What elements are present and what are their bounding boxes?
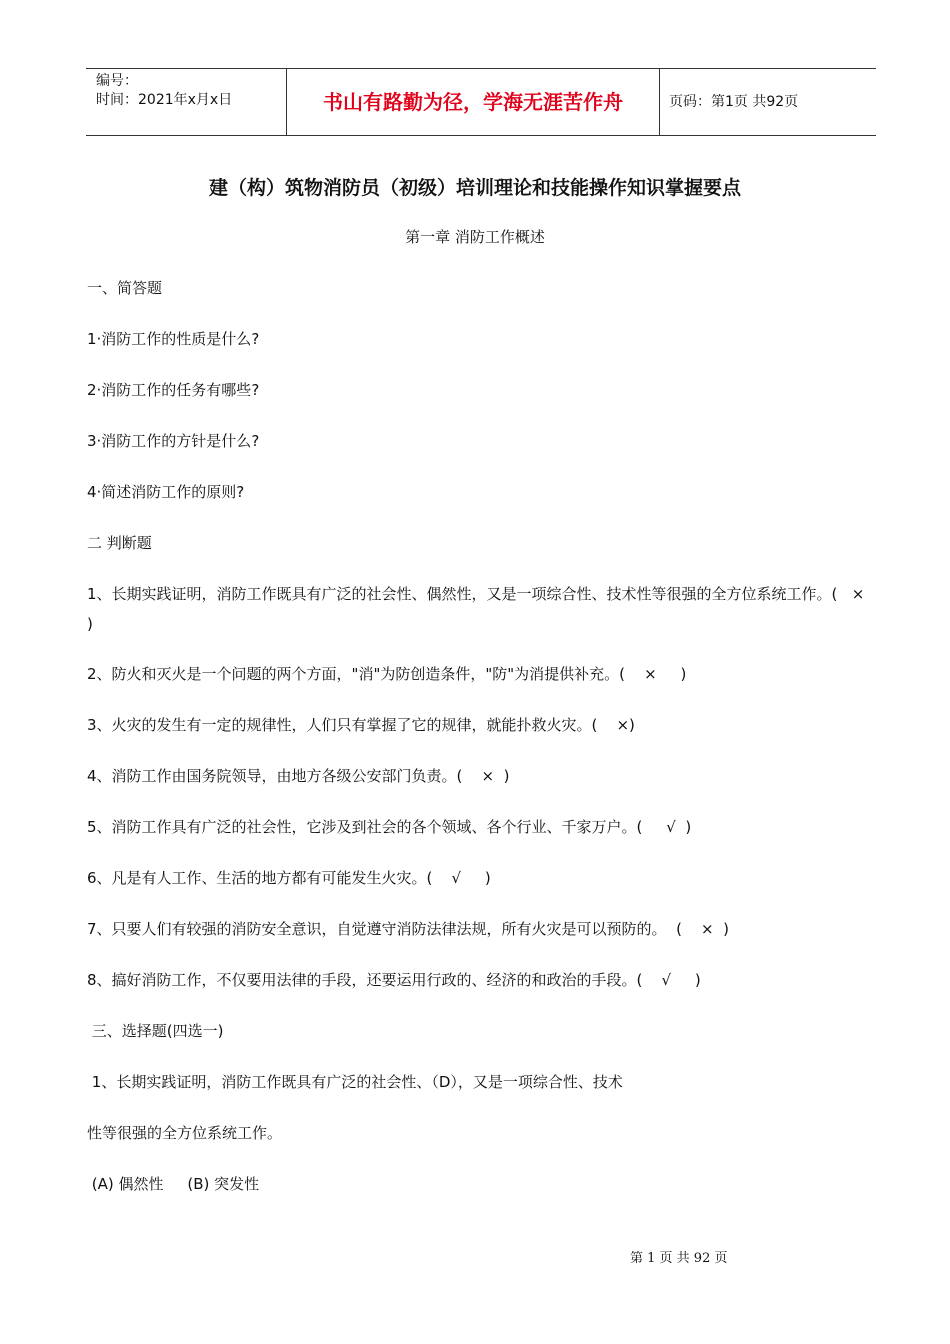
header-meta [86, 69, 287, 135]
section-heading-short-answer: 一、简答题 [87, 279, 163, 297]
section-heading-true-false: 二 判断题 [87, 534, 152, 552]
page-header [86, 68, 876, 136]
header-motto: 书山有路勤为径，学海无涯苦作舟 [287, 69, 660, 135]
question-item: 1·消防工作的性质是什么? [87, 330, 260, 348]
page-footer: 第 1 页 共 92 页 [630, 1251, 728, 1266]
judgement-item: 3、火灾的发生有一定的规律性，人们只有掌握了它的规律，就能扑救火灾。( ×) [87, 716, 635, 734]
document-time-label: 时间：2021年x月x日 [96, 92, 233, 108]
judgement-item: 7、只要人们有较强的消防安全意识，自觉遵守消防法律法规，所有火灾是可以预防的。 ( × ) [87, 920, 729, 938]
judgement-item: 5、消防工作具有广泛的社会性，它涉及到社会的各个领域、各个行业、千家万户。( √ ) [87, 818, 692, 836]
question-item: 2·消防工作的任务有哪些? [87, 381, 260, 399]
judgement-item: 8、搞好消防工作，不仅要用法律的手段，还要运用行政的、经济的和政治的手段。( √ ) [87, 971, 701, 989]
judgement-item: 6、凡是有人工作、生活的地方都有可能发生火灾。( √ ) [87, 869, 491, 887]
question-item: 4·简述消防工作的原则? [87, 483, 245, 501]
judgement-item: 1、长期实践证明，消防工作既具有广泛的社会性、偶然性，又是一项综合性、技术性等很强的全方位系统工作。( × ) [87, 585, 884, 633]
document-number-label: 编号： [96, 73, 138, 89]
choice-question-line: 性等很强的全方位系统工作。 [87, 1124, 283, 1142]
header-page-info: 页码：第1页 共92页 [669, 94, 799, 110]
judgement-item: 2、防火和灭火是一个问题的两个方面，"消"为防创造条件，"防"为消提供补充。( × ) [87, 665, 687, 683]
document-title: 建（构）筑物消防员（初级）培训理论和技能操作知识掌握要点 [208, 177, 741, 199]
chapter-heading: 第一章 消防工作概述 [405, 228, 545, 246]
section-heading-multiple-choice: 三、选择题(四选一) [87, 1022, 224, 1040]
choice-options: (A) 偶然性 (B) 突发性 [87, 1175, 260, 1193]
choice-question-line: 1、长期实践证明，消防工作既具有广泛的社会性、（D），又是一项综合性、技术 [87, 1073, 623, 1091]
judgement-item: 4、消防工作由国务院领导，由地方各级公安部门负责。( × ) [87, 767, 510, 785]
question-item: 3·消防工作的方针是什么? [87, 432, 260, 450]
